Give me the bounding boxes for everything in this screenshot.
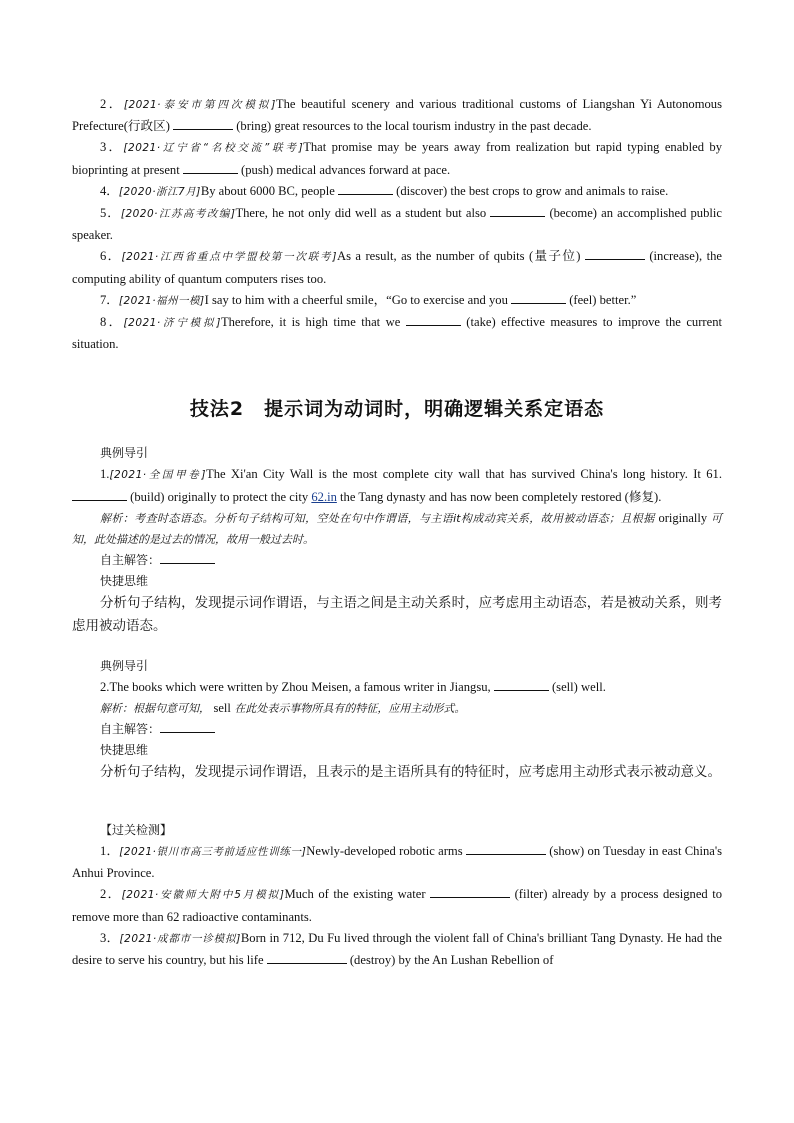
exercise-item: 3．[2021·成都市一诊模拟]Born in 712, Du Fu lived through the violent fall of China's brilliant Tang Dynasty. He had the desire to serve his country, but his life (destroy) by the An Lushan Rebellion of (72, 930, 723, 968)
think-text: 分析句子结构，发现提示词作谓语，且表示的是主语所具有的特征时，应考虑用主动形式表示被动意义。 (100, 764, 721, 781)
example-label: 典例导引 (100, 658, 149, 673)
exercise-item: 7．[2021·福州一模]I say to him with a cheerful smile，“Go to exercise and you (feel) better.” (72, 290, 722, 312)
example-question: 1.[2021·全国甲卷]The Xi'an City Wall is the most complete city wall that has survived China's long history. It 61. (build) originally to protect the city 62.in the Tang dynasty and has now been completely restored (修复). (72, 464, 722, 507)
exercise-item: 3．[2021·辽宁省“名校交流”联考]That promise may be years away from realization but rapid typing enabled by bioprinting at present (push) medical advances forward at pace. (72, 140, 722, 177)
answer-blank[interactable] (160, 719, 215, 733)
answer-blank[interactable] (585, 246, 645, 260)
exercise-item: 1．[2021·银川市高三考前适应性训练一]Newly-developed robotic arms (show) on Tuesday in east China's Anhui Province. (72, 841, 722, 884)
question-link[interactable]: 62.in (311, 489, 337, 504)
think-text: 分析句子结构，发现提示词作谓语，与主语之间是主动关系时，应考虑用主动语态，若是被动关系，则考虑用被动语态。 (72, 594, 722, 634)
answer-blank[interactable] (338, 181, 393, 195)
example-label: 典例导引 (100, 446, 149, 461)
exercise-item: 2．[2021·安徽师大附中5月模拟]Much of the existing water (filter) already by a process designed to remove more than 62 radioactive contaminants. (72, 884, 722, 927)
exercise-item: 6．[2021·江西省重点中学盟校第一次联考]As a result, as the number of qubits (量子位) (increase), the computing ability of quantum computers rises too. (72, 246, 722, 289)
example-question: 2.The books which were written by Zhou Meisen, a famous writer in Jiangsu, (sell) well. (72, 677, 722, 698)
answer-blank[interactable] (511, 290, 566, 304)
self-answer: 自主解答： (72, 719, 722, 740)
analysis-text: 解析：根据句意可知， sell 在此处表示事物所具有的特征，应用主动形式。 (100, 701, 466, 716)
think-label: 快捷思维 (100, 573, 149, 588)
document-page (72, 94, 722, 971)
exercise-item: 8．[2021·济宁模拟]Therefore, it is high time that we (take) effective measures to improve the current situation. (72, 312, 722, 355)
exercise-item: 2．[2021·泰安市第四次模拟]The beautiful scenery and various traditional customs of Liangshan Yi Autonomous Prefecture(行政区) (bring) great resources to the local tourism industry in the past decade. (72, 97, 722, 134)
section-heading: 技法2 提示词为动词时，明确逻辑关系定语态 (189, 398, 605, 421)
answer-blank[interactable] (173, 116, 233, 130)
self-answer: 自主解答： (72, 550, 722, 571)
answer-blank[interactable] (406, 312, 461, 326)
think-label: 快捷思维 (100, 743, 149, 758)
answer-blank[interactable] (490, 203, 545, 217)
answer-blank[interactable] (430, 884, 510, 898)
exercise-item: 5．[2020·江苏高考改编]There, he not only did well as a student but also (become) an accomplished public speaker. (72, 203, 722, 246)
answer-blank[interactable] (183, 160, 238, 174)
check-section (72, 820, 722, 971)
answer-blank[interactable] (267, 950, 347, 964)
analysis-text: 解析：考查时态语态。分析句子结构可知，空处在句中作谓语，与主语it构成动宾关系，故用被动语态；且根据 originally 可知，此处描述的是过去的情况，故用一般过去时。 (72, 510, 722, 546)
exercise-item: 4．[2020·浙江7月]By about 6000 BC, people (discover) the best crops to grow and animals to raise. (72, 181, 722, 203)
check-title: 【过关检测】 (100, 823, 173, 838)
example-1 (72, 443, 722, 637)
example-2 (72, 656, 722, 784)
answer-blank[interactable] (160, 550, 215, 564)
answer-blank[interactable] (494, 677, 549, 691)
answer-blank[interactable] (466, 841, 546, 855)
answer-blank[interactable] (72, 487, 127, 501)
exercise-list-1 (72, 94, 722, 355)
